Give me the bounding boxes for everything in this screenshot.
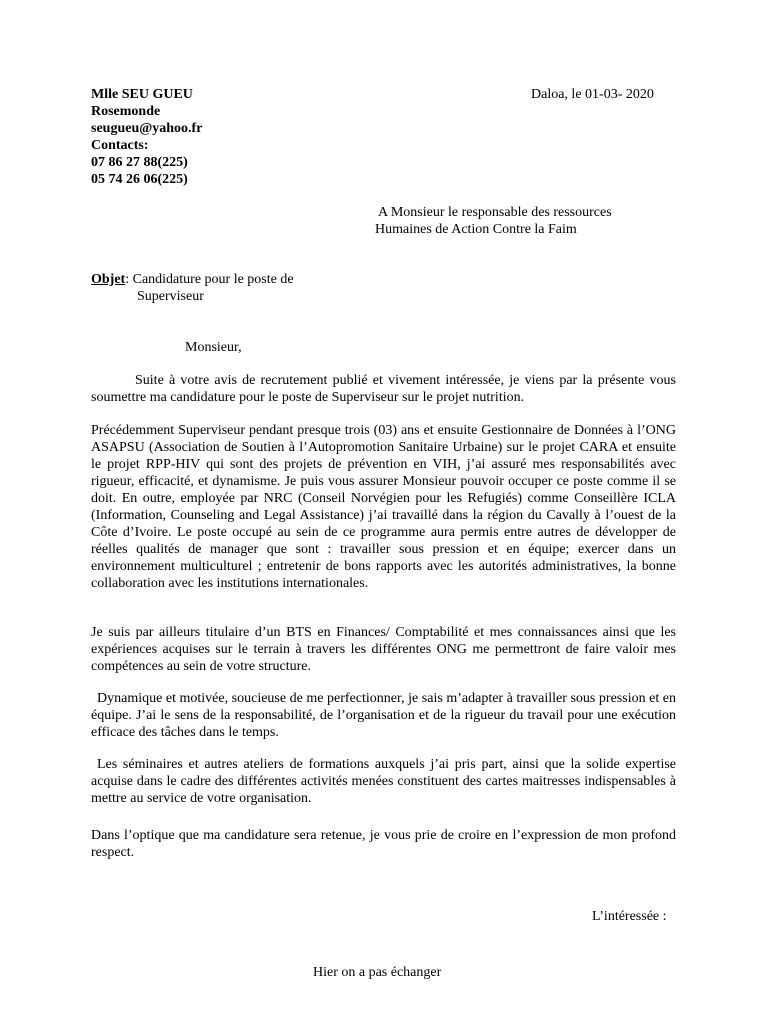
recipient-line-2: Humaines de Action Contre la Faim [375, 222, 577, 237]
sender-phone-2: 05 74 26 06(225) [91, 172, 188, 187]
body-paragraph-2: Précédemment Superviseur pendant presque trois (03) ans et ensuite Gestionnaire de Données à l’ONG ASAPSU (Association de Soutien à l’Autopromotion Sanitaire Urbaine) sur le projet CARA et ensuite le projet RPP-HIV qui sont des projets de prévention en VIH, j’ai assuré mes responsabilités avec rigueur, efficacité, et dynamisme. Je puis vous assurer Monsieur pouvoir occuper ce poste comme il se doit. En outre, employée par NRC (Conseil Norvégien pour les Refugiés) comme Conseillère ICLA (Information, Counseling and Legal Assistance) j’ai travaillé dans la région du Cavally à l’ouest de la Côte d’Ivoire. Le poste occupé au sein de ce programme aura permis entre autres de développer de réelles qualités de manager que sont : travailler sous pression et en équipe; exercer dans un environnement multiculturel ; entretenir de bons rapports avec les autorités administratives, la bonne collaboration avec les institutions internationales. [91, 423, 676, 591]
contacts-label: Contacts: [91, 138, 149, 153]
sender-email: seugueu@yahoo.fr [91, 121, 203, 136]
signature-label: L’intéressée : [592, 909, 667, 924]
body-paragraph-5: Les séminaires et autres ateliers de formations auxquels j’ai pris part, ainsi que la solide expertise acquise dans le cadre des différentes activités menées constituent des cartes maitresses indispensables à mettre au service de votre organisation. [91, 757, 676, 806]
body-paragraph-3: Je suis par ailleurs titulaire d’un BTS en Finances/ Comptabilité et mes connaissances ainsi que les expériences acquises sur le terrain à travers les différentes ONG me permettront de faire valoir mes compétences au sein de votre structure. [91, 625, 676, 674]
object-line-2: Superviseur [137, 289, 204, 304]
salutation: Monsieur, [185, 340, 242, 355]
letter-date: Daloa, le 01-03- 2020 [531, 87, 654, 102]
object-line-1: Candidature pour le poste de [129, 272, 294, 287]
sender-first-name: Rosemonde [91, 104, 161, 119]
body-paragraph-1: Suite à votre avis de recrutement publié et vivement intéressée, je viens par la présente vous soumettre ma candidature pour le poste de Superviseur sur le projet nutrition. [91, 373, 676, 405]
sender-phone-1: 07 86 27 88(225) [91, 155, 188, 170]
body-paragraph-6: Dans l’optique que ma candidature sera retenue, je vous prie de croire en l’expression de mon profond respect. [91, 828, 676, 860]
recipient-line-1: A Monsieur le responsable des ressources [378, 205, 612, 220]
sender-block [91, 86, 202, 188]
sender-name: Mlle SEU GUEU [91, 87, 193, 102]
recipient-block [375, 204, 612, 238]
object-colon: : [125, 272, 130, 287]
body-paragraph-4: Dynamique et motivée, soucieuse de me perfectionner, je sais m’adapter à travailler sous pression et en équipe. J’ai le sens de la responsabilité, de l’organisation et de la rigueur du travail pour une exécution efficace des tâches dans le temps. [91, 691, 676, 740]
object-block [91, 271, 294, 305]
object-label: Objet [91, 272, 126, 287]
footnote-text: Hier on a pas échanger [313, 965, 442, 980]
